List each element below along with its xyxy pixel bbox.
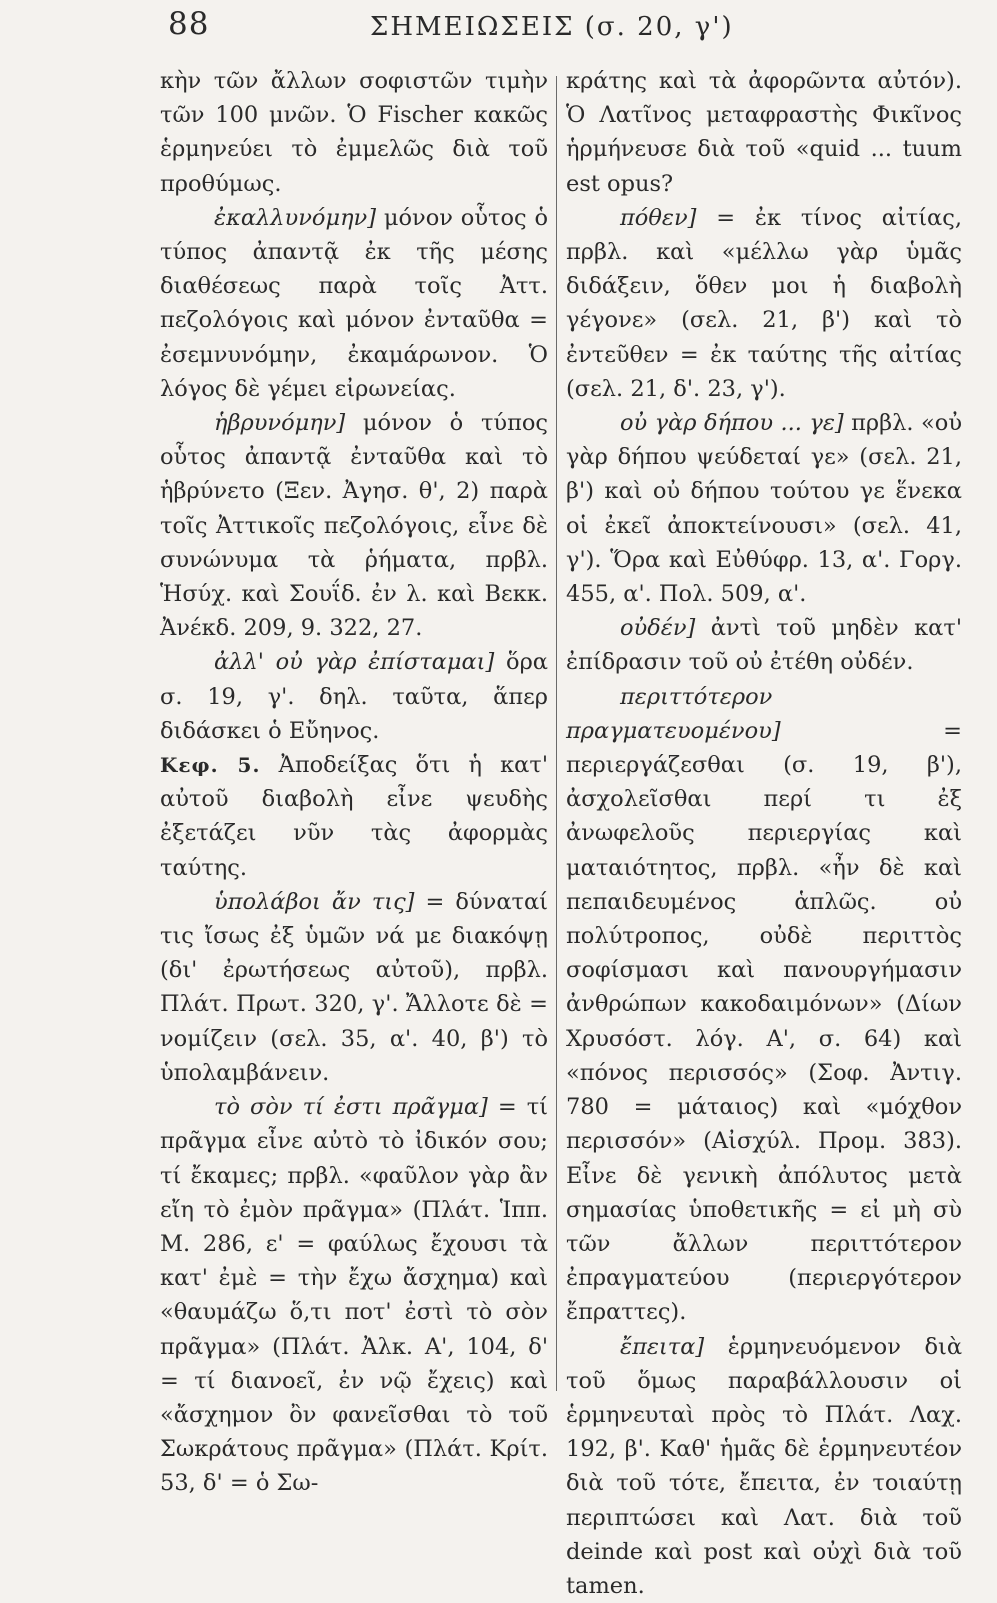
left-column [160,64,548,1501]
note-paragraph [566,611,962,679]
note-text: μόνον οὗτος ὁ τύπος ἀπαντᾷ ἐκ τῆς μέσης διαθέσεως παρὰ τοῖς Ἀττ. πεζολόγοις καὶ μόνον ἐνταῦθα = ἐσεμνυνόμην, ἐκαμάρωνον. Ὁ λόγος δὲ γέμει εἰρωνείας. [160,204,549,402]
note-text: μόνον ὁ τύπος οὗτος ἀπαντᾷ ἐνταῦθα καὶ τὸ ἡβρύνετο (Ξεν. Ἀγησ. θ', 2) παρὰ τοῖς Ἀττικοῖς πεζολόγοις, εἶνε δὲ συνώνυμα τὰ ῥήματα, πρβλ. Ἡσύχ. καὶ Σουΐδ. ἐν λ. καὶ Βεκκ. Ἀνέκδ. 209, 9. 322, 27. [160,410,549,642]
note-paragraph [160,406,548,645]
note-paragraph [160,64,548,201]
note-text: ἑρμηνευόμενον διὰ τοῦ ὅμως παραβάλλουσιν οἱ ἑρμηνευταὶ πρὸς τὸ Πλάτ. Λαχ. 192, β'. Καθ' ἡμᾶς δὲ ἑρμηνευτέον διὰ τοῦ τότε, ἔπειτα, ἐν τοιαύτῃ περιπτώσει καὶ Λατ. διὰ τοῦ deinde καὶ post καὶ οὐχὶ διὰ τοῦ tamen. [566,1333,963,1599]
note-text: κράτης καὶ τὰ ἀφορῶντα αὐτόν). Ὁ Λατῖνος μεταφραστὴς Φικῖνος ἡρμήνευσε διὰ τοῦ «quid ... tuum est opus? [566,68,962,197]
note-lemma: ἡβρυνόμην] [214,410,346,437]
note-paragraph [566,64,962,201]
page-number: 88 [168,6,210,42]
note-lemma: πόθεν] [620,204,697,231]
note-paragraph [566,680,962,1330]
note-text: = δύναταί τις ἴσως ἐξ ὑμῶν νά με διακόψῃ (δι' ἐρωτήσεως αὐτοῦ), πρβλ. Πλάτ. Πρωτ. 320, γ'. Ἄλλοτε δὲ = νομίζειν (σελ. 35, α'. 40, β') τὸ ὑπολαμβάνειν. [160,888,548,1086]
running-head: ΣΗΜΕΙΩΣΕΙΣ (σ. 20, γ') [370,12,734,42]
note-lemma: ἀλλ' οὐ γὰρ ἐπίσταμαι] [214,649,495,676]
note-paragraph [566,1330,962,1603]
note-lemma: τὸ σὸν τί ἐστι πρᾶγμα] [214,1094,488,1121]
note-lemma: ἐκαλλυνόμην] [214,204,377,231]
note-text: πρβλ. «οὐ γὰρ δήπου ψεύδεταί γε» (σελ. 21, β') καὶ οὐ δήπου τούτου γε ἕνεκα οἱ ἐκεῖ ἀποκτείνουσι» (σελ. 41, γ'). Ὅρα καὶ Εὐθύφρ. 13, α'. Γοργ. 455, α'. Πολ. 509, α'. [566,410,963,608]
chapter-heading: Κεφ. 5. [160,753,261,778]
note-paragraph [566,201,962,406]
note-text: Ἀποδείξας ὅτι ἡ κατ' αὐτοῦ διαβολὴ εἶνε ψευδὴς ἐξετάζει νῦν τὰς ἀφορμὰς ταύτης. [160,752,549,881]
note-paragraph [160,885,548,1090]
note-text: ἀντὶ τοῦ μηδὲν κατ' ἐπίδρασιν τοῦ οὐ ἐτέθη οὐδέν. [566,615,963,676]
note-text: κὴν τῶν ἄλλων σοφιστῶν τιμὴν τῶν 100 μνῶν. Ὁ Fischer κακῶς ἑρμηνεύει τὸ ἐμμελῶς διὰ τοῦ προθύμως. [160,68,548,197]
note-lemma: περιττότερον πραγματευομένου] [566,683,781,744]
note-paragraph [566,406,962,611]
note-text: = ἐκ τίνος αἰτίας, πρβλ. καὶ «μέλλω γὰρ ὑμᾶς διδάξειν, ὅθεν μοι ἡ διαβολὴ γέγονε» (σελ. 21, β') καὶ τὸ ἐντεῦθεν = ἐκ ταύτης τῆς αἰτίας (σελ. 21, δ'. 23, γ'). [566,204,962,402]
note-text: ὅρα σ. 19, γ'. δηλ. ταῦτα, ἅπερ διδάσκει ὁ Εὔηνος. [160,649,548,744]
note-lemma: ὑπολάβοι ἄν τις] [214,888,415,915]
note-lemma: οὐδέν] [620,615,696,642]
note-text: = περιεργάζεσθαι (σ. 19, β'), ἀσχολεῖσθαι περί τι ἐξ ἀνωφελοῦς περιεργίας καὶ ματαιότητος, πρβλ. «ἦν δὲ καὶ πεπαιδευμένος ἁπλῶς. οὐ πολύτροπος, οὐδὲ περιττὸς σοφίσμασι καὶ πανουργήμασιν ἀνθρώπων κακοδαιμόνων» (Δίων Χρυσόστ. λόγ. Α', σ. 64) καὶ «πόνος περισσός» (Σοφ. Ἀντιγ. 780 = μάταιος) καὶ «μόχθον περισσόν» (Αἰσχύλ. Προμ. 383). Εἶνε δὲ γενικὴ ἀπόλυτος μετὰ σημασίας ὑποθετικῆς = εἰ μὴ σὺ τῶν ἄλλων περιττότερον ἐπραγματεύου (περιεργότερον ἔπραττες). [566,717,962,1326]
chapter-paragraph [160,748,548,885]
note-lemma: οὐ γὰρ δήπου ... γε] [620,410,844,437]
note-paragraph [160,645,548,748]
note-paragraph [160,201,548,406]
note-text: = τί πρᾶγμα εἶνε αὐτὸ τὸ ἰδικόν σου; τί ἔκαμες; πρβλ. «φαῦλον γὰρ ἂν εἴη τὸ ἐμὸν πρᾶγμα» (Πλάτ. Ἱππ. Μ. 286, ε' = φαύλως ἔχουσι τὰ κατ' ἐμὲ = τὴν ἔχω ἄσχημα) καὶ «θαυμάζω ὅ,τι ποτ' ἐστὶ τὸ σὸν πρᾶγμα» (Πλάτ. Ἀλκ. Α', 104, δ' = τί διανοεῖ, ἐν νῷ ἔχεις) καὶ «ἄσχημον ὂν φανεῖσθαι τὸ τοῦ Σωκράτους πρᾶγμα» (Πλάτ. Κρίτ. 53, δ' = ὁ Σω- [160,1094,548,1497]
column-divider [556,76,557,1391]
note-paragraph [160,1090,548,1500]
right-column [566,64,962,1603]
note-lemma: ἔπειτα] [620,1333,705,1360]
